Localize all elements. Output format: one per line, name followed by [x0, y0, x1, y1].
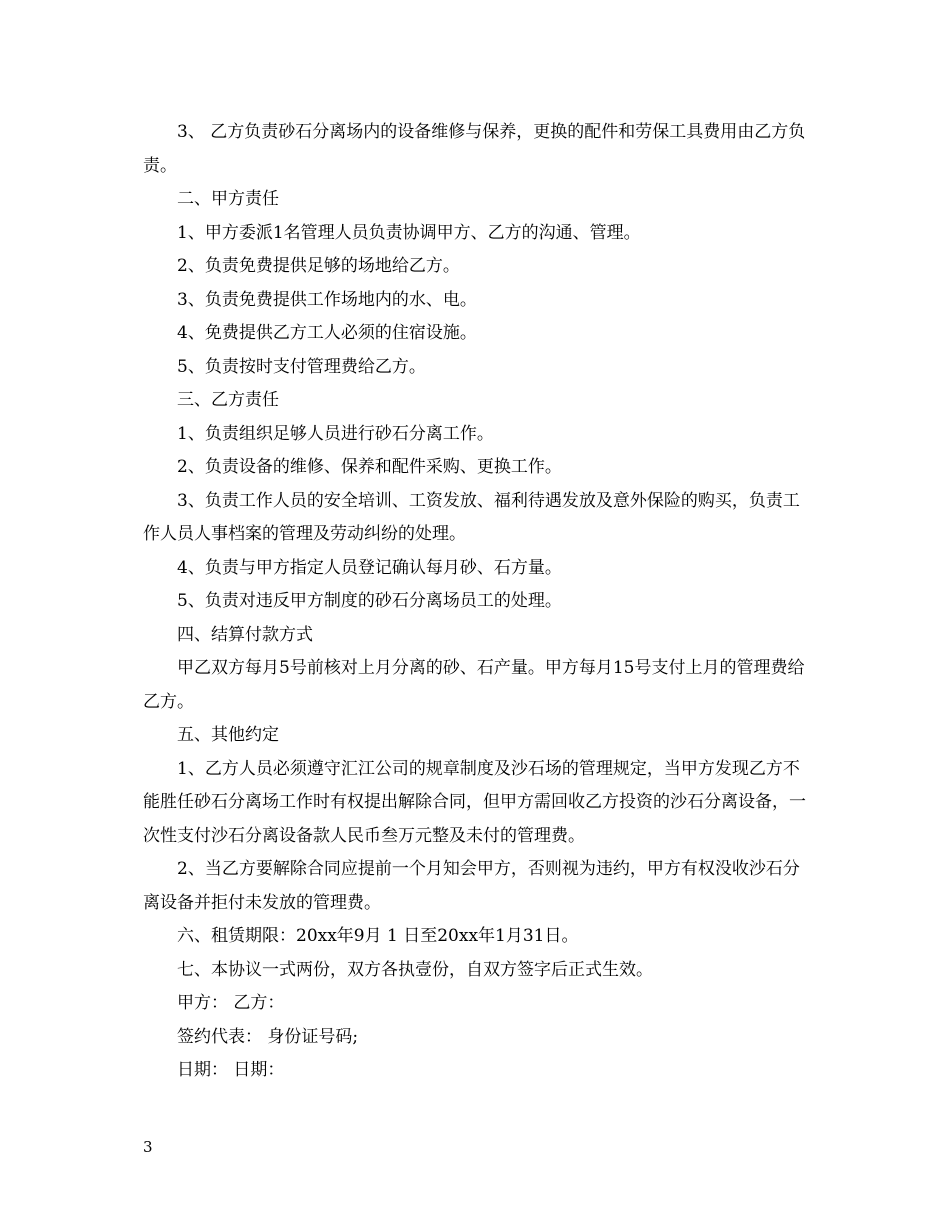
payment-terms: 甲乙双方每月5号前核对上月分离的砂、石产量。甲方每月15号支付上月的管理费给乙方。 [143, 658, 805, 712]
other-item-1: 1、乙方人员必须遵守汇江公司的规章制度及沙石场的管理规定，当甲方发现乙方不能胜任砂石分离场工作时有权提出解除合同，但甲方需回收乙方投资的沙石分离设备，一次性支付沙石分离设备款人民币叁万元整及未付的管理费。 [143, 758, 806, 846]
party-b-item-3: 3、负责工作人员的安全培训、工资发放、福利待遇发放及意外保险的购买，负责工作人员人事档案的管理及劳动纠纷的处理。 [143, 490, 800, 544]
lease-term: 六、租赁期限：20xx年9月 1 日至20xx年1月31日。 [177, 926, 579, 946]
party-b-item-1: 1、负责组织足够人员进行砂石分离工作。 [177, 423, 494, 444]
section-heading-other: 五、其他约定 [177, 725, 279, 745]
other-item-2: 2、当乙方要解除合同应提前一个月知会甲方，否则视为违约，甲方有权没收沙石分离设备并拒付未发放的管理费。 [143, 859, 800, 913]
agreement-copies: 七、本协议一式两份，双方各执壹份，自双方签字后正式生效。 [177, 959, 653, 980]
section-heading-party-a: 二、甲方责任 [177, 189, 279, 209]
clause-3-equipment-maintenance: 3、 乙方负责砂石分离场内的设备维修与保养，更换的配件和劳保工具费用由乙方负责。 [143, 122, 806, 176]
party-a-item-3: 3、负责免费提供工作场地内的水、电。 [177, 289, 477, 310]
party-b-item-2: 2、负责设备的维修、保养和配件采购、更换工作。 [177, 457, 562, 477]
party-a-item-4: 4、免费提供乙方工人必须的住宿设施。 [177, 323, 477, 343]
signature-representative: 签约代表： 身份证号码; [177, 1026, 359, 1047]
page-number: 3 [143, 1138, 153, 1156]
section-heading-payment: 四、结算付款方式 [177, 624, 313, 645]
party-b-item-4: 4、负责与甲方指定人员登记确认每月砂、石方量。 [177, 557, 562, 578]
party-b-item-5: 5、负责对违反甲方制度的砂石分离场员工的处理。 [177, 591, 562, 611]
document-body [143, 116, 813, 1088]
party-a-item-2: 2、负责免费提供足够的场地给乙方。 [177, 256, 460, 276]
signature-parties: 甲方： 乙方： [177, 993, 285, 1013]
party-a-item-1: 1、甲方委派1名管理人员负责协调甲方、乙方的沟通、管理。 [177, 222, 641, 243]
signature-dates: 日期： 日期： [177, 1060, 285, 1080]
section-heading-party-b: 三、乙方责任 [177, 390, 279, 410]
party-a-item-5: 5、负责按时支付管理费给乙方。 [177, 356, 426, 377]
